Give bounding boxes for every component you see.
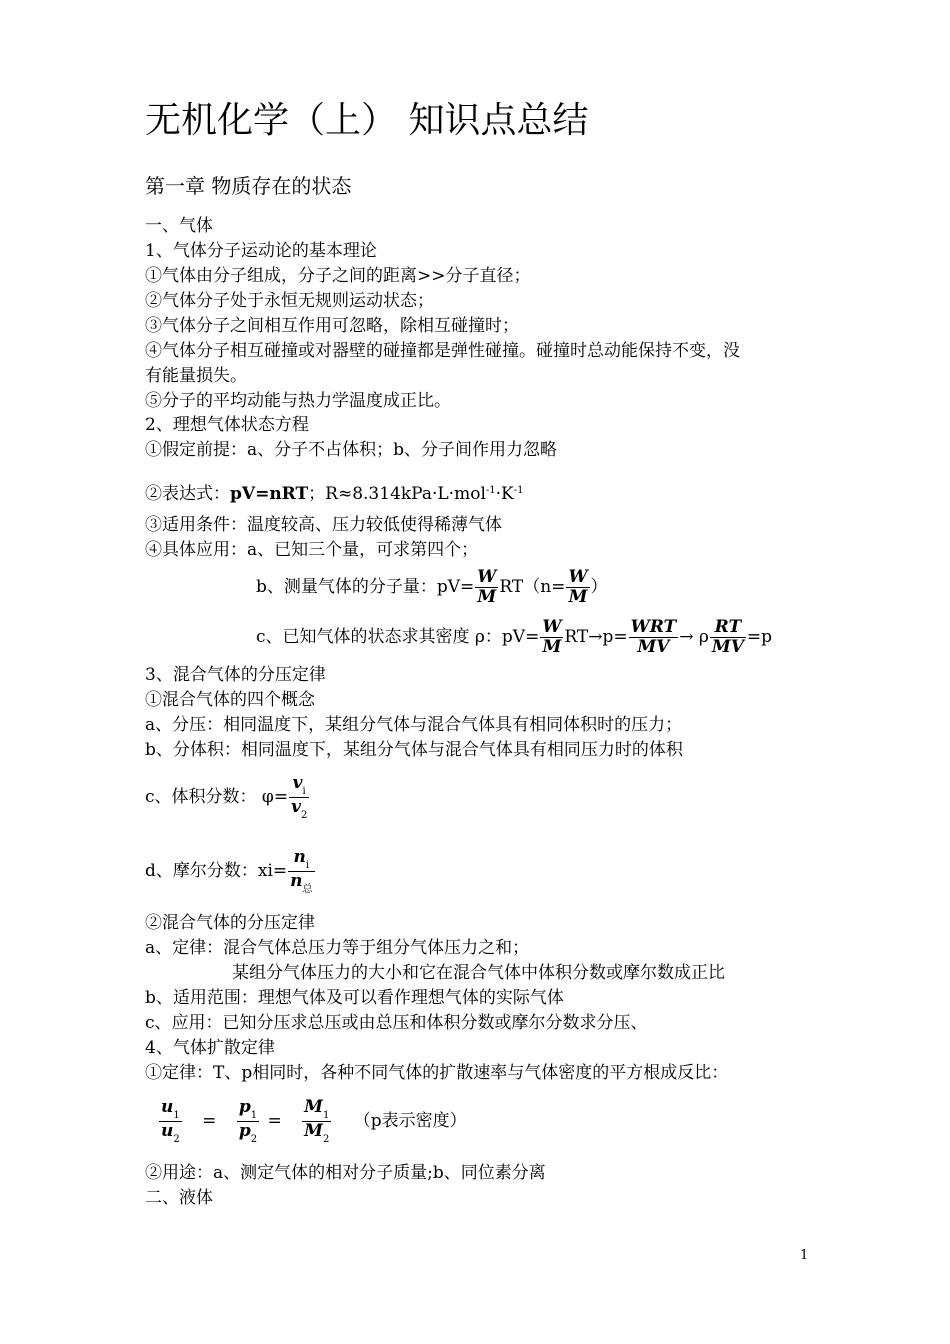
formula-text: c、体积分数： φ= bbox=[145, 787, 289, 807]
formula-text: c、已知气体的状态求其密度 ρ：pV= bbox=[256, 627, 540, 647]
text-line: ①混合气体的四个概念 bbox=[145, 690, 315, 710]
numerator: WRT bbox=[630, 617, 677, 638]
text-line: ①定律：T、p相同时，各种不同气体的扩散速率与气体密度的平方根成反比： bbox=[145, 1063, 729, 1083]
section-heading: 一、气体 bbox=[145, 216, 213, 236]
fraction-wrt-over-mv bbox=[629, 618, 679, 656]
text-line: ②混合气体的分压定律 bbox=[145, 913, 315, 933]
denominator: $v_2$ bbox=[291, 797, 308, 821]
subsection-heading: 2、理想气体状态方程 bbox=[145, 415, 309, 435]
denominator: M bbox=[568, 587, 588, 607]
text-line: ②用途：a、测定气体的相对分子质量;b、同位素分离 bbox=[145, 1163, 546, 1183]
numerator: $n_i$ bbox=[288, 848, 314, 872]
gas-constant: ；R≈8.314kPa·L·mol bbox=[308, 484, 486, 504]
fraction-volume-fraction bbox=[289, 774, 309, 821]
denominator: $n_总$ bbox=[290, 871, 313, 895]
formula-line bbox=[256, 564, 608, 610]
section-heading: 二、液体 bbox=[145, 1188, 213, 1208]
text-line: ②气体分子处于永恒无规则运动状态； bbox=[145, 291, 434, 311]
formula-text: d、摩尔分数：xi= bbox=[145, 861, 288, 881]
numerator: $u_1$ bbox=[161, 1097, 180, 1121]
text-line: a、定律：混合气体总压力等于组分气体压力之和； bbox=[145, 938, 530, 958]
denominator: $M_2$ bbox=[304, 1121, 330, 1145]
superscript: -1 bbox=[513, 485, 524, 496]
denominator: $u_2$ bbox=[161, 1121, 180, 1145]
denominator: MV bbox=[711, 637, 744, 657]
formula-note: （p表示密度） bbox=[353, 1111, 467, 1131]
fraction-u-ratio bbox=[159, 1098, 182, 1145]
denominator: M bbox=[542, 637, 562, 657]
formula-line bbox=[145, 772, 310, 822]
fraction-p-ratio bbox=[237, 1098, 259, 1145]
text-line: ④具体应用：a、已知三个量，可求第四个； bbox=[145, 540, 479, 560]
numerator: W bbox=[568, 567, 588, 588]
text-line: b、适用范围：理想气体及可以看作理想气体的实际气体 bbox=[145, 988, 564, 1008]
formula-text: → ρ bbox=[679, 627, 709, 647]
superscript: -1 bbox=[485, 485, 496, 496]
document-title: 无机化学（上） 知识点总结 bbox=[145, 100, 589, 141]
denominator: M bbox=[477, 587, 497, 607]
expression-line bbox=[145, 480, 524, 505]
text-line: ③适用条件：温度较高、压力较低使得稀薄气体 bbox=[145, 515, 502, 535]
subsection-heading: 3、混合气体的分压定律 bbox=[145, 665, 326, 685]
equals-sign: = bbox=[267, 1111, 282, 1131]
text-line: b、分体积：相同温度下，某组分气体与混合气体具有相同压力时的体积 bbox=[145, 740, 683, 760]
text-line: 有能量损失。 bbox=[145, 366, 247, 386]
fraction-m-ratio bbox=[302, 1098, 331, 1145]
text-line: ③气体分子之间相互作用可忽略，除相互碰撞时； bbox=[145, 316, 519, 336]
denominator: MV bbox=[637, 637, 670, 657]
numerator: RT bbox=[710, 618, 746, 638]
denominator: $p_2$ bbox=[238, 1121, 258, 1145]
numerator: $v_i$ bbox=[289, 774, 309, 798]
text-line: 某组分气体压力的大小和它在混合气体中体积分数或摩尔数成正比 bbox=[232, 963, 725, 983]
equals-sign: = bbox=[202, 1111, 217, 1131]
formula-line bbox=[145, 846, 316, 896]
text-line: ①假定前提：a、分子不占体积；b、分子间作用力忽略 bbox=[145, 440, 558, 460]
text-line: a、分压：相同温度下，某组分气体与混合气体具有相同体积时的压力； bbox=[145, 715, 683, 735]
numerator: W bbox=[477, 567, 497, 588]
chapter-heading: 第一章 物质存在的状态 bbox=[145, 174, 352, 198]
gas-constant-unit: ·K bbox=[495, 484, 514, 504]
formula-text: RT（n= bbox=[499, 577, 566, 597]
formula-text: ） bbox=[590, 577, 608, 597]
numerator: W bbox=[542, 617, 562, 638]
fraction-w-over-m bbox=[475, 568, 498, 606]
text-line: ④气体分子相互碰撞或对器壁的碰撞都是弹性碰撞。碰撞时总动能保持不变，没 bbox=[145, 341, 740, 361]
formula-text: =p bbox=[746, 627, 773, 647]
expression-label: ②表达式： bbox=[145, 484, 230, 504]
formula-line bbox=[256, 614, 772, 660]
numerator: $p_1$ bbox=[238, 1097, 258, 1121]
text-line: c、应用：已知分压求总压或由总压和体积分数或摩尔分数求分压、 bbox=[145, 1013, 648, 1033]
page-number: 1 bbox=[800, 1248, 809, 1263]
ideal-gas-equation: pV=nRT bbox=[230, 484, 309, 504]
fraction-w-over-m bbox=[566, 568, 589, 606]
formula-text: RT→p= bbox=[564, 627, 628, 647]
fraction-rt-over-mv bbox=[710, 618, 746, 656]
subsection-heading: 4、气体扩散定律 bbox=[145, 1038, 275, 1058]
numerator: $M_1$ bbox=[304, 1097, 330, 1121]
fraction-w-over-m bbox=[540, 618, 563, 656]
formula-text: b、测量气体的分子量：pV= bbox=[256, 577, 475, 597]
subsection-heading: 1、气体分子运动论的基本理论 bbox=[145, 241, 377, 261]
text-line: ⑤分子的平均动能与热力学温度成正比。 bbox=[145, 391, 451, 411]
fraction-mole-fraction bbox=[288, 848, 314, 895]
diffusion-formula bbox=[158, 1095, 467, 1147]
text-line: ①气体由分子组成，分子之间的距离>>分子直径； bbox=[145, 266, 531, 286]
